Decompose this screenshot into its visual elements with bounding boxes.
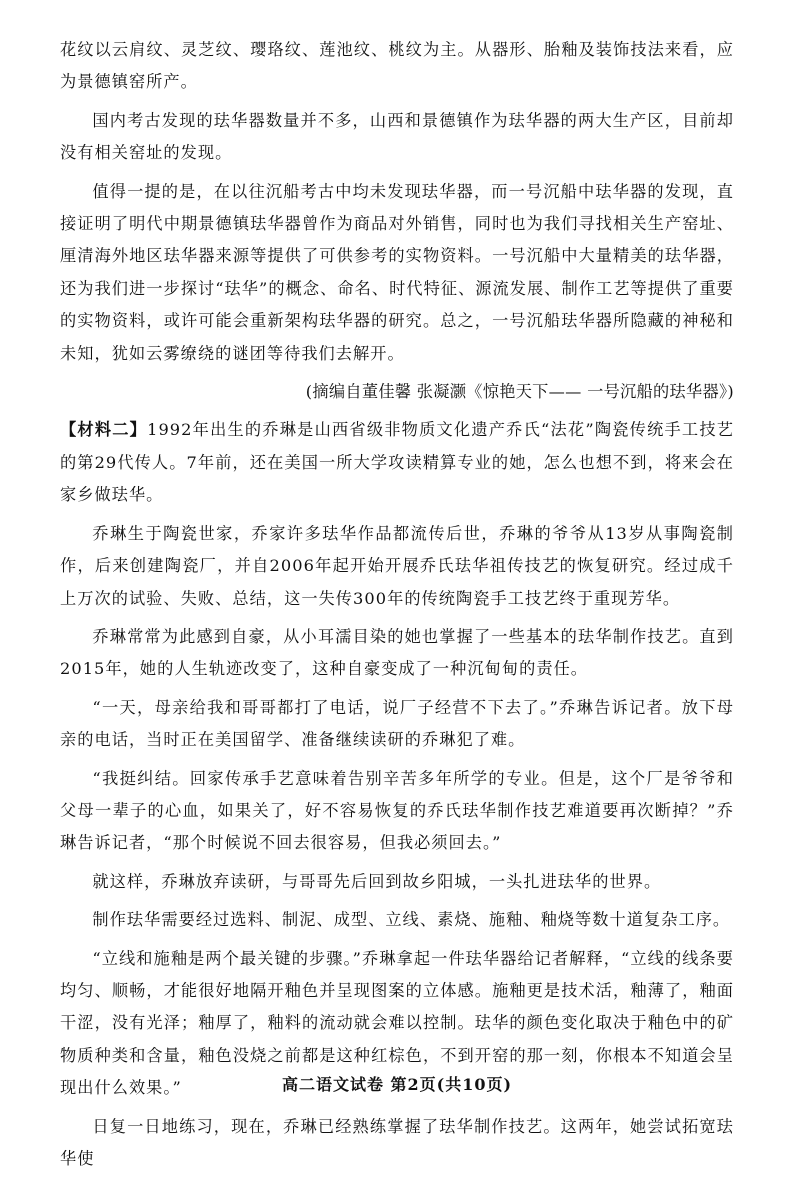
material-2-label: 【材料二】	[60, 420, 148, 440]
material-2-paragraph: 就这样，乔琳放弃读研，与哥哥先后回到故乡阳城，一头扎进珐华的世界。	[92, 871, 662, 891]
material-2-paragraph: “我挺纠结。回家传承手艺意味着告别辛苦多年所学的专业。但是，这个厂是爷爷和父母一辈子的心血，如果关了，好不容易恢复的乔氏珐华制作技艺难道要再次断掉？”乔琳告诉记者，“那个时候说不回去很容易，但我必须回去。”	[60, 768, 734, 853]
page-footer: 高二语文试卷 第2页(共10页)	[281, 1075, 513, 1094]
material-2-first-text: 1992年出生的乔琳是山西省级非物质文化遗产乔氏“法花”陶瓷传统手工技艺的第29代传人。7年前，还在美国一所大学攻读精算专业的她，怎么也想不到，将来会在家乡做珐华。	[60, 420, 735, 505]
material-2-paragraph: 制作珐华需要经过选料、制泥、成型、立线、素烧、施釉、釉烧等数十道复杂工序。	[92, 910, 731, 930]
paragraph-1: 花纹以云肩纹、灵芝纹、璎珞纹、莲池纹、桃纹为主。从器形、胎釉及装饰技法来看，应为景德镇窑所产。	[60, 40, 734, 92]
material-2-paragraph: “立线和施釉是两个最关键的步骤。”乔琳拿起一件珐华器给记者解释，“立线的线条要均匀、顺畅，才能很好地隔开釉色并呈现图案的立体感。施釉更是技术活，釉薄了，釉面干涩，没有光泽；釉厚了，釉料的流动就会难以控制。珐华的颜色变化取决于釉色中的矿物质种类和含量，釉色没烧之前都是这种红棕色，不到开窑的那一刻，你根本不知道会呈现出什么效果。”	[60, 948, 734, 1098]
page-body	[60, 34, 734, 1181]
material-2-paragraph: 乔琳生于陶瓷世家，乔家许多珐华作品都流传后世，乔琳的爷爷从13岁从事陶瓷制作，后来创建陶瓷厂，并自2006年起开始开展乔氏珐华祖传技艺的恢复研究。经过成千上万次的试验、失败、总结，这一失传300年的传统陶瓷手工技艺终于重现芳华。	[60, 523, 734, 608]
material-2-intro	[60, 414, 734, 511]
source-citation: (摘编自董佳馨 张凝灏《惊艳天下—— 一号沉船的珐华器》)	[305, 382, 734, 402]
paragraph-3: 值得一提的是，在以往沉船考古中均未发现珐华器，而一号沉船中珐华器的发现，直接证明了明代中期景德镇珐华器曾作为商品对外销售，同时也为我们寻找相关生产窑址、厘清海外地区珐华器来源等提供了可供参考的实物资料。一号沉船中大量精美的珐华器，还为我们进一步探讨“珐华”的概念、命名、时代特征、源流发展、制作工艺等提供了重要的实物资料，或许可能会重新架构珐华器的研究。总之，一号沉船珐华器所隐藏的神秘和未知，犹如云雾缭绕的谜团等待我们去解开。	[60, 181, 734, 363]
material-2-paragraph: “一天，母亲给我和哥哥都打了电话，说厂子经营不下去了。”乔琳告诉记者。放下母亲的电话，当时正在美国留学、准备继续读研的乔琳犯了难。	[60, 697, 734, 750]
material-2-paragraph: 乔琳常常为此感到自豪，从小耳濡目染的她也掌握了一些基本的珐华制作技艺。直到2015年，她的人生轨迹改变了，这种自豪变成了一种沉甸甸的责任。	[60, 626, 734, 679]
material-2-paragraph: 日复一日地练习，现在，乔琳已经熟练掌握了珐华制作技艺。这两年，她尝试拓宽珐华使	[60, 1116, 734, 1168]
paragraph-2: 国内考古发现的珐华器数量并不多，山西和景德镇作为珐华器的两大生产区，目前却没有相关窑址的发现。	[60, 110, 734, 163]
